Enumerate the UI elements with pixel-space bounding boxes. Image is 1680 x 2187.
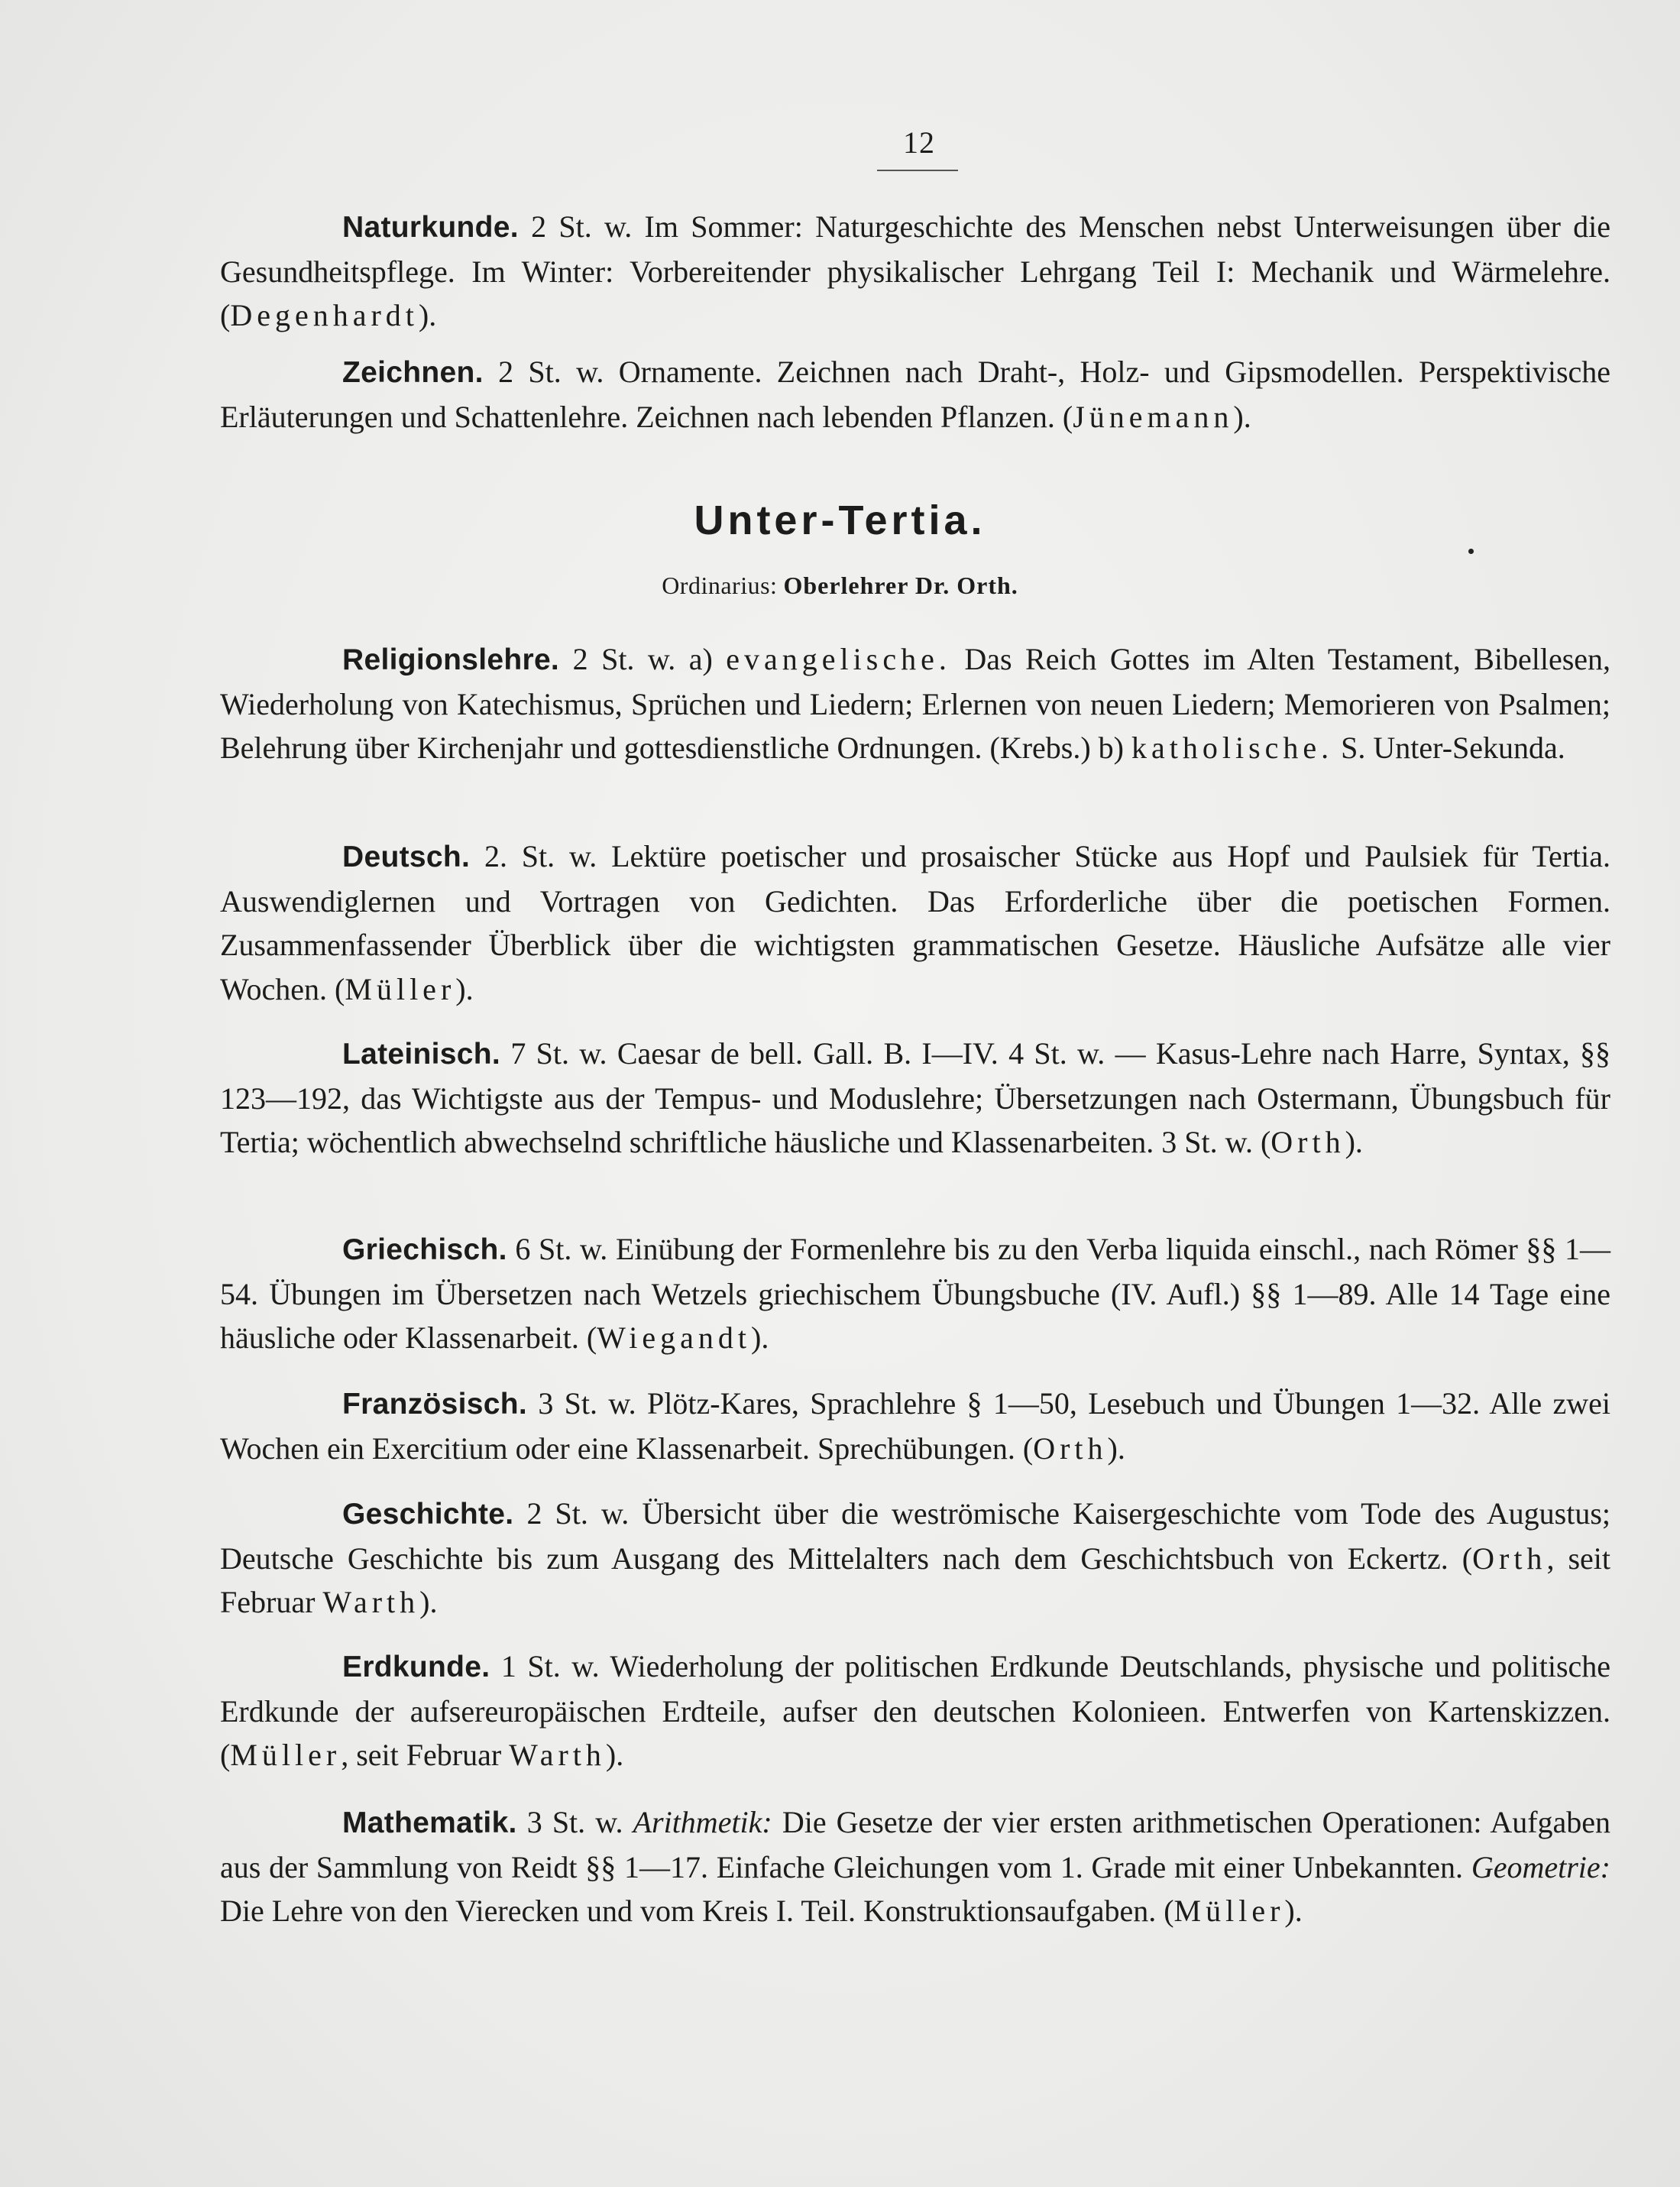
section-franzoesisch (220, 1382, 1610, 1470)
subject-heading: Mathematik. (342, 1806, 517, 1839)
section-text: Plötz-Kares, Sprachlehre § 1—50, Lesebuch und Übungen 1—32. Alle zwei Wochen ein Exercitium oder eine Klassenarbeit. Sprechübungen. ( (220, 1386, 1611, 1466)
subject-heading: Geschichte. (342, 1498, 514, 1531)
subject-heading: Religionslehre. (342, 643, 560, 676)
closing: ). (419, 1585, 438, 1619)
part-b-marker: b) (1098, 731, 1124, 765)
hours: 2 St. w. (526, 1496, 630, 1531)
subject-heading: Naturkunde. (342, 211, 519, 244)
hours: 2 St. w. (531, 209, 633, 244)
section-mathematik (220, 1800, 1610, 1933)
closing: ). (751, 1320, 769, 1355)
part-a-marker: a) (688, 642, 713, 676)
closing: ). (418, 298, 437, 332)
section-religionslehre (220, 637, 1610, 770)
section-erdkunde (220, 1644, 1610, 1777)
hours: 2 St. w. (498, 355, 604, 389)
class-heading: Unter-Tertia. (694, 497, 986, 543)
closing: ). (1284, 1894, 1303, 1928)
teacher-name-2: Warth (509, 1738, 606, 1772)
section-geschichte (220, 1492, 1610, 1625)
subject-heading: Erdkunde. (342, 1651, 490, 1683)
ordinarius-line (0, 572, 1680, 600)
hours: 7 St. w. (510, 1036, 607, 1071)
hours: 2 St. w. (572, 642, 676, 676)
subject-heading: Zeichnen. (342, 356, 484, 389)
subject-heading: Griechisch. (342, 1233, 507, 1266)
teacher-name: Müller (1173, 1894, 1285, 1928)
section-deutsch (220, 834, 1610, 1011)
subject-heading: Lateinisch. (342, 1038, 501, 1071)
teacher-name: Orth (1472, 1541, 1547, 1576)
page-number: 12 (903, 125, 935, 160)
page-number-rule (877, 170, 958, 171)
closing: ). (1345, 1125, 1363, 1159)
denomination-katholisch: katholische. (1131, 731, 1334, 765)
teacher-note: , seit Februar (220, 1541, 1611, 1619)
section-lateinisch (220, 1032, 1610, 1165)
teacher-name: Müller (345, 971, 456, 1006)
ordinarius-label: Ordinarius: (662, 572, 778, 599)
subject-heading: Deutsch. (342, 841, 471, 873)
arithmetik-text: Die Gesetze der vier ersten arithmetischen Operationen: Aufgaben aus der Sammlung von Reidt §§ 1—17. Einfache Gleichungen vom 1. Grade mit einer Unbekannten. (220, 1805, 1611, 1884)
hours: 6 St. w. (515, 1232, 608, 1266)
closing: ). (1107, 1430, 1125, 1466)
teacher-name: Degenhardt (230, 298, 419, 332)
closing: ). (455, 971, 474, 1006)
hours: 2. St. w. (484, 839, 597, 873)
teacher-name-2: Warth (322, 1585, 420, 1619)
teacher-note: , seit Februar (341, 1738, 510, 1772)
section-text: Einübung der Formenlehre bis zu den Verba liquida einschl., nach Römer §§ 1—54. Übungen im Übersetzen nach Wetzels griechischem Übungsbuche (IV. Aufl.) §§ 1—89. Alle 14 Tage eine häusliche oder Klassenarbeit. ( (220, 1232, 1611, 1355)
section-text: Wiederholung der politischen Erdkunde Deutschlands, physische und politische Erdkunde der aufsereuropäischen Erdteile, aufser den deutschen Kolonieen. Entwerfen von Kartenskizzen. ( (220, 1649, 1611, 1772)
geometrie-label: Geometrie: (1471, 1849, 1610, 1884)
closing: ). (1233, 399, 1251, 434)
hours: 3 St. w. (538, 1386, 636, 1421)
arithmetik-label: Arithmetik: (633, 1805, 772, 1839)
section-text: Lektüre poetischer und prosaischer Stücke aus Hopf und Paulsiek für Tertia. Auswendiglernen und Vortragen von Gedichten. Das Erforderliche über die poetischen Formen. Zusammenfassender Überblick über die wichtigsten grammatischen Gesetze. Häusliche Aufsätze alle vier Wochen. ( (220, 839, 1611, 1006)
hours: 1 St. w. (500, 1649, 600, 1683)
denomination-evangelisch: evangelische. (726, 642, 951, 676)
teacher-name: Orth (1033, 1430, 1108, 1466)
section-text: Das Reich Gottes im Alten Testament, Bibellesen, Wiederholung von Katechismus, Sprüchen und Liedern; Erlernen von neuen Liedern; Memorieren von Psalmen; Belehrung über Kirchenjahr und gottesdienstliche Ordnungen. (Krebs.) (220, 642, 1611, 765)
hours: 3 St. w. (526, 1805, 623, 1839)
speck (1468, 549, 1474, 554)
section-naturkunde (220, 205, 1610, 338)
section-text: Caesar de bell. Gall. B. I—IV. 4 St. w. — Kasus-Lehre nach Harre, Syntax, §§ 123—192, das Wichtigste aus der Tempus- und Moduslehre; Übersetzungen nach Ostermann, Übungsbuch für Tertia; wöchentlich abwechselnd schriftliche häusliche und Klassenarbeiten. 3 St. w. ( (220, 1036, 1611, 1159)
section-zeichnen (220, 350, 1610, 439)
section-griechisch (220, 1227, 1610, 1360)
geometrie-text: Die Lehre von den Vierecken und vom Kreis I. Teil. Konstruktionsaufgaben. ( (220, 1894, 1174, 1928)
closing: ). (605, 1738, 624, 1772)
ordinarius-name: Oberlehrer Dr. Orth. (783, 572, 1018, 599)
section-text: Übersicht über die weströmische Kaisergeschichte vom Tode des Augustus; Deutsche Geschichte bis zum Ausgang des Mittelalters nach dem Geschichtsbuch von Eckertz. ( (220, 1496, 1610, 1576)
section-text-b: S. Unter-Sekunda. (1341, 731, 1565, 765)
section-text: Ornamente. Zeichnen nach Draht-, Holz- und Gipsmodellen. Perspektivische Erläuterungen und Schattenlehre. Zeichnen nach lebenden Pflanzen. ( (220, 355, 1611, 434)
teacher-name: Wiegandt (597, 1320, 752, 1355)
teacher-name: Müller (230, 1738, 342, 1772)
teacher-name: Orth (1271, 1125, 1345, 1159)
teacher-name: Jünemann (1073, 399, 1234, 434)
subject-heading: Französisch. (342, 1388, 527, 1421)
section-text: Im Sommer: Naturgeschichte des Menschen nebst Unterweisungen über die Gesundheitspflege. Im Winter: Vorbereitender physikalischer Lehrgang Teil I: Mechanik und Wärmelehre. ( (220, 209, 1611, 332)
